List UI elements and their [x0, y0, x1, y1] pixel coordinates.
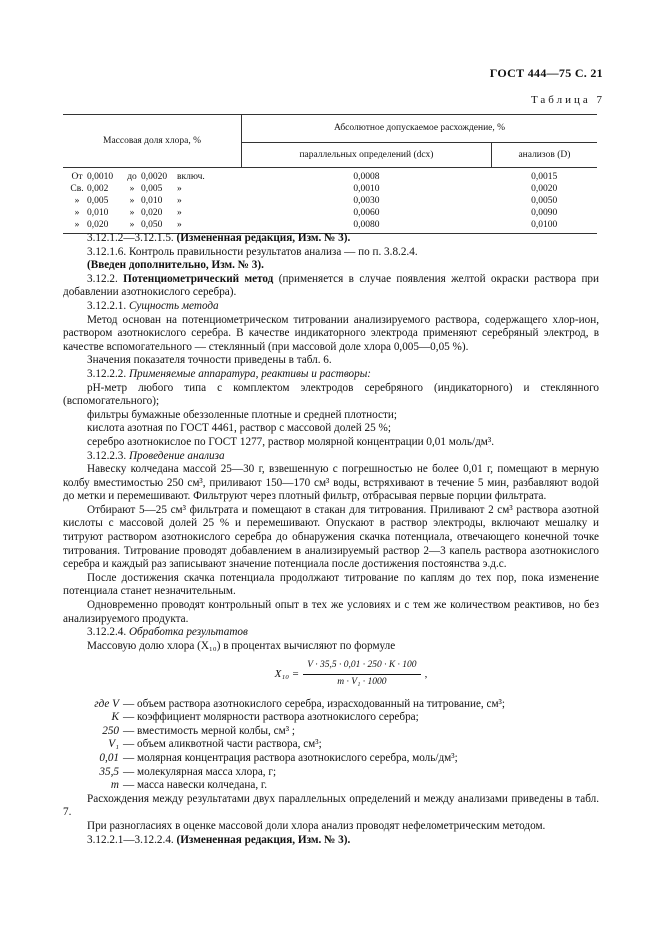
range-part: 0,020 — [141, 207, 163, 218]
value-cell: 0,0100 — [531, 219, 558, 230]
legend-symbol: где V — [94, 697, 119, 710]
legend-item — [63, 779, 599, 793]
value-cell: 0,0015 — [531, 171, 558, 182]
range-part: От — [71, 171, 83, 182]
table-row — [63, 183, 597, 195]
formula-end: , — [424, 667, 428, 680]
section-ref: 3.12.2. — [87, 272, 118, 285]
value-cell: 0,0008 — [353, 171, 380, 182]
section-ref: 3.12.2.1. — [87, 299, 127, 312]
value-cell: 0,0030 — [353, 195, 380, 206]
table-7 — [63, 114, 597, 234]
range-part: 0,002 — [87, 183, 109, 194]
range-part: » — [74, 219, 80, 230]
range-part: » — [177, 219, 182, 230]
paragraph: серебро азотнокислое по ГОСТ 1277, раствор молярной концентрации 0,01 моль/дм³. — [87, 435, 495, 448]
col-header-group: Абсолютное допускаемое расхождение, % — [242, 115, 598, 143]
paragraph: При разногласиях в оценке массовой доли хлора анализ проводят нефелометрическим методом. — [87, 819, 546, 832]
value-cell: 0,0080 — [353, 219, 380, 230]
subsection-title: Обработка результатов — [128, 626, 248, 639]
range-cell — [63, 207, 242, 219]
table-caption: Таблица 7 — [530, 94, 605, 106]
legend-text: — объем аликвотной части раствора, см³; — [123, 738, 322, 751]
paragraph: После достижения скачка потенциала продолжают титрование по каплям до тех пор, пока изменение потенциала станет незначительным. — [63, 571, 599, 598]
range-part: 0,020 — [87, 219, 109, 230]
value-cell: 0,0060 — [353, 207, 380, 218]
subsection-title: Сущность метода — [128, 299, 219, 312]
range-part: 0,0010 — [87, 171, 114, 182]
range-part: » — [177, 183, 182, 194]
paragraph: фильтры бумажные обеззоленные плотные и средней плотности; — [87, 408, 397, 421]
range-part: » — [74, 195, 80, 206]
range-part: 0,010 — [141, 195, 163, 206]
legend-item — [63, 738, 599, 752]
paragraph: Одновременно проводят контрольный опыт в тех же условиях и с тем же количеством реактивов, но без анализируемого продукта. — [63, 599, 599, 625]
range-part: 0,005 — [141, 183, 163, 194]
amendment-note: (Измененная редакция, Изм. № 3). — [176, 232, 351, 244]
range-part: » — [129, 219, 135, 230]
legend-text: — вместимость мерной колбы, см³ ; — [123, 724, 295, 737]
formula-fraction — [303, 659, 420, 689]
section-ref: 3.12.2.4. — [87, 626, 127, 639]
range-part: 0,010 — [87, 207, 109, 218]
range-part: » — [74, 207, 80, 218]
paragraph: кислота азотная по ГОСТ 4461, раствор с массовой долей 25 %; — [87, 422, 391, 435]
range-part: 0,050 — [141, 219, 163, 230]
formula-numerator: V · 35,5 · 0,01 · 250 · K · 100 — [303, 659, 420, 675]
range-part: 0,005 — [87, 195, 109, 206]
col-header-chlorine: Массовая доля хлора, % — [63, 115, 242, 168]
legend-text: — масса навески колчедана, г. — [123, 779, 268, 792]
value-cell: 0,0090 — [531, 207, 558, 218]
paragraph: рН-метр любого типа с комплектом электродов серебряного (индикаторного) и стеклянного (вспомогательного); — [63, 381, 599, 408]
legend-item — [63, 711, 599, 725]
section-ref: 3.12.2.3. — [87, 449, 127, 462]
section-ref: 3.12.1.2—3.12.1.5. — [87, 232, 174, 244]
range-part: » — [129, 207, 135, 218]
value-cell: 0,0050 — [531, 195, 558, 206]
formula-legend — [63, 698, 599, 793]
body-text — [63, 232, 599, 847]
legend-symbol: K — [111, 711, 119, 724]
formula — [103, 659, 599, 689]
legend-item — [63, 698, 599, 712]
range-cell — [63, 171, 242, 183]
amendment-note: (Измененная редакция, Изм. № 3). — [176, 833, 351, 846]
paragraph: Навеску колчедана массой 25—30 г, взвешенную с погрешностью не более 0,01 г, помещают в мерную колбу вместимостью 250 см³, приливают 150—170 см³ воды, встряхивают в течение 5 мин, разбавляют водой до метки и перемешивают. Фильтруют через плотный фильтр, отбрасывая первые порции фильтрата. — [63, 463, 599, 503]
amendment-note: (Введен дополнительно, Изм. № 3). — [87, 259, 264, 272]
range-part: » — [129, 183, 135, 194]
legend-text: — молекулярная масса хлора, г; — [123, 765, 277, 778]
range-part: » — [177, 207, 182, 218]
range-part: Св. — [70, 183, 84, 194]
legend-item — [63, 725, 599, 739]
paragraph: Массовую долю хлора (X₁₀) в процентах вычисляют по формуле — [87, 639, 396, 652]
value-cell: 0,0020 — [531, 183, 558, 194]
legend-symbol: 35,5 — [99, 765, 119, 778]
formula-lhs: X₁₀ = — [274, 667, 300, 680]
section-ref: 3.12.2.2. — [87, 367, 127, 380]
paragraph: 3.12.1.6. Контроль правильности результатов анализа — по п. 3.8.2.4. — [87, 245, 418, 258]
legend-item — [63, 752, 599, 766]
paragraph: Отбирают 5—25 см³ фильтрата и помещают в стакан для титрования. Приливают 2 см³ раствора азотной кислоты с массовой долей 25 % и перемешивают. Опускают в раствор электроды, включают мешалку и титруют раствором азотнокислого серебра до обнаружения скачка потенциала, отвечающего конечной точке титрования. Титрование проводят добавлением в анализируемый раствор 2—3 капель раствора азотнокислого серебра и каждый раз записывают значение потенциала после достижения постоянства э.д.с. — [63, 503, 599, 571]
page-header: ГОСТ 444—75 С. 21 — [489, 66, 603, 80]
legend-symbol: 250 — [102, 724, 119, 737]
table-row — [63, 171, 597, 183]
paragraph: Расхождения между результатами двух параллельных определений и между анализами приведены в табл. 7. — [63, 792, 599, 819]
subsection-title: Применяемые аппаратура, реактивы и растворы: — [128, 367, 372, 380]
legend-text: — объем раствора азотнокислого серебра, израсходованный на титрование, см³; — [123, 697, 506, 710]
formula-denominator: m · V₁ · 1000 — [337, 677, 387, 687]
legend-item — [63, 766, 599, 780]
legend-symbol: V₁ — [108, 738, 119, 751]
paragraph: Метод основан на потенциометрическом титровании анализируемого раствора, содержащего хлор-ион, раствором азотнокислого серебра. В качестве индикаторного электрода применяют серебряный электрод, в качестве вспомогательного — стеклянный (при массовой доле хлора 0,005—0,05 %). — [63, 313, 599, 353]
table-row — [63, 219, 597, 231]
range-part: » — [177, 195, 182, 206]
range-cell — [63, 183, 242, 195]
legend-text: — коэффициент молярности раствора азотнокислого серебра; — [123, 711, 419, 724]
legend-text: — молярная концентрация раствора азотнокислого серебра, моль/дм³; — [123, 751, 458, 764]
range-part: » — [129, 195, 135, 206]
legend-symbol: 0,01 — [99, 751, 119, 764]
legend-symbol: m — [110, 779, 119, 792]
range-cell — [63, 219, 242, 231]
section-ref: 3.12.2.1—3.12.2.4. — [87, 833, 174, 846]
range-cell — [63, 195, 242, 207]
paragraph: (применяется в случае появления желтой окраски раствора при добавлении азотнокислого серебра). — [63, 272, 600, 299]
table-row — [63, 207, 597, 219]
range-part: 0,0020 — [141, 171, 168, 182]
col-header-parallel: параллельных определений (dсх) — [242, 143, 492, 168]
method-title: Потенциометрический метод — [123, 272, 274, 285]
table-row — [63, 195, 597, 207]
range-part: до — [127, 171, 137, 182]
paragraph: Значения показателя точности приведены в табл. 6. — [87, 354, 332, 367]
subsection-title: Проведение анализа — [128, 449, 225, 462]
range-part: включ. — [177, 171, 205, 182]
col-header-analyses: анализов (D) — [491, 143, 597, 168]
value-cell: 0,0010 — [353, 183, 380, 194]
